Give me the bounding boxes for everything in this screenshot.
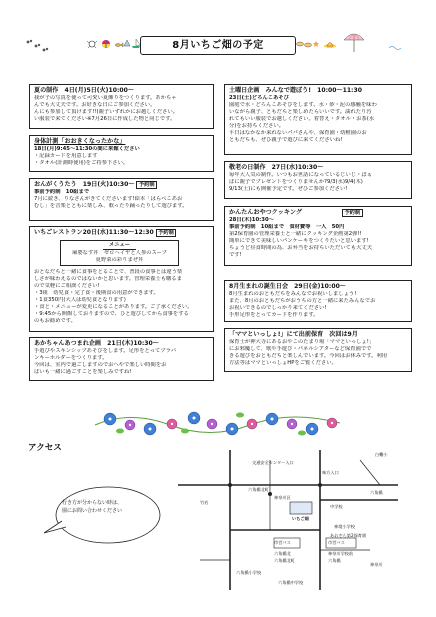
access-heading: アクセス (28, 443, 62, 453)
body-measurement-date: 18日(月)9:45～11:30の間に来館ください (34, 146, 140, 153)
outreach-notice (224, 328, 412, 372)
ichigo-building-icon (290, 502, 312, 514)
map-label: 六角橋北町 (274, 558, 295, 563)
saturday-event-sub: 23日(土)どろんこあそび (229, 95, 289, 102)
summer-craft-line: んでも大丈夫です。お好きな日にご参加ください。 (34, 102, 156, 109)
morning-glory-icon (90, 405, 350, 443)
saturday-event-notice (224, 84, 412, 155)
birthday-line: 8月生まれのおともだちをみんなでお祝いしましょう! (229, 291, 357, 298)
ant-trail-icon (27, 40, 48, 51)
baby-event-line: 手遊びやスキンシップあそびをします。足形をとってプラバ (34, 348, 177, 355)
restaurant-line: ・1食350円(大人は幼児食となります) (34, 297, 126, 304)
map-label: あおぞら第2保育園 (330, 533, 367, 538)
map-label: 六角橋小学校 (236, 570, 262, 575)
respect-aged-line: ばに親子でプレゼントをつくりませんか?9/3(水)9/4(木) (229, 179, 363, 186)
cooking-line: です! (229, 252, 242, 259)
baby-event-line: ンキーホルダーをつくります。 (34, 355, 108, 362)
birthday-notice (224, 280, 412, 322)
menu-box (60, 240, 179, 266)
summer-craft-line: んにも参加して頂けます!!(親子いずれかにお越しください。 (34, 109, 179, 115)
birthday-line: また、8月のおともだちがおうちの方と一緒に来たみんなでお (229, 298, 376, 305)
map-label: 六角橋 (328, 558, 341, 563)
summer-craft-title: 夏の制作 4日(月)5日(火)10:00～ (34, 87, 134, 94)
restaurant-line: ・食と・メニューが変更になることがあります。ご了承ください。 (34, 304, 193, 311)
body-measurement-item: ・タオル(計測時使用)をご持参下さい。 (34, 160, 129, 166)
cooking-line: 第2保育園の管理栄養士と一緒にクッキング企画第2弾!! (229, 231, 362, 238)
reservation-badge: 予約制 (156, 229, 177, 237)
restaurant-line: おとなだちと一緒に食事をとることで、普段の食事とは違う楽 (34, 269, 183, 276)
body-measurement-item: ・記録カードを用意します (34, 153, 98, 160)
music-event-notice (29, 178, 214, 221)
speech-bubble (40, 481, 164, 551)
restaurant-line: のもお勧めです。 (34, 318, 76, 325)
map-label: 白幡小 (375, 452, 388, 457)
cooking-title: かんたんおやつクッキング (229, 209, 302, 216)
speech-bubble-line: 行き方が分からない時は、 (62, 500, 123, 506)
map-label: いちご畑 (292, 516, 309, 521)
map-label: 六角橋北 (274, 551, 291, 556)
outreach-title: 「ママといっしょ!」にて出前保育 次回は9月 (229, 331, 358, 338)
signal-icon (268, 492, 272, 496)
cooking-notice (224, 206, 412, 266)
map-label: 神奈川区 (274, 495, 291, 500)
fish-icon (115, 43, 123, 47)
cooking-sub: 事前予約制 10組まで 食材費等 一人 50円 (229, 224, 345, 231)
restaurant-line: しさが味わえるのではないかと思います。管理栄養士も購るま (34, 276, 182, 283)
birthday-line: 手形足形をとってカードを作ります。 (229, 311, 319, 318)
cooking-line: 簡単にできて美味しいパンケーキをつくりたいと思います! (229, 238, 369, 245)
body-measurement-title: 身体計測「おおきくなったかな」 (34, 138, 126, 145)
music-event-title: おんがくうたう 19日(火)10:30～ (34, 181, 135, 188)
saturday-event-line: 園庭で水・どろんこあそびをします。水・砂・泥の感触を味わ (229, 102, 377, 109)
saturday-event-line: 分)をお持ちください。 (229, 122, 285, 129)
signal-icon (228, 483, 232, 487)
birthday-line: お祝いできるのでしっかり来てください! (229, 305, 327, 311)
summer-craft-line: い服装で来てください※7月26日に作成した物と同じです。 (34, 115, 176, 122)
morning-glory-decoration (90, 405, 350, 443)
outreach-line: 保育士が神大寺にあるおやこのたまり場「ママといっしょ!」 (229, 339, 375, 346)
restaurant-title: いちごレストラン20日(水)11:30～12:30 (34, 229, 154, 236)
speech-bubble-icon (40, 481, 164, 551)
shell-icon (124, 40, 130, 46)
summer-craft-line: 我が子の写真を使って可愛い夏飾りをつくります。あかちゃ (34, 95, 177, 102)
reservation-badge: 予約制 (136, 181, 157, 189)
cooking-date: 28日(木)10:30～ (229, 217, 274, 224)
body-measurement-notice (29, 135, 214, 172)
swirl-decoration-icon (389, 47, 401, 50)
music-event-line: 7月に続き、りなさんがきてくださいます!絵本「はらぺこあお (34, 196, 183, 203)
map-label: 交通安全センター入口 (252, 460, 294, 465)
baby-event-title: あかちゃんあつまれ企画 21日(木)10:30～ (34, 340, 159, 347)
map-label: 市営バス (328, 540, 345, 545)
map-label: 中学校 (330, 504, 343, 509)
outreach-line: 方法等はママといっしょHPをご覧ください。 (229, 359, 337, 366)
summer-craft-notice (29, 84, 214, 129)
respect-aged-line: 毎年大人気の制作。いつもお世話になっているじいじ・ばぁ (229, 172, 373, 179)
outreach-line: にお邪魔して、歌や手遊び・パネルシアターなど保育園でで (229, 346, 372, 353)
baby-event-line: 今回は、室内で過ごしますのでおへやで楽しい時間をお (34, 362, 167, 368)
baby-event-line: ばいも一緒に過ごすことを楽しみですね! (34, 368, 132, 375)
cooking-line: ちょうど昼食時間の為、お弁当をお持ちいただいても大丈夫 (229, 245, 373, 252)
reservation-badge: 予約制 (342, 209, 363, 217)
restaurant-notice (29, 226, 214, 332)
starfish-icon (313, 41, 319, 47)
restaurant-line: ・3組 幼児食・完了食・後期食の用意ができます。 (34, 290, 159, 297)
access-map (170, 440, 410, 590)
sailboat-icon (132, 39, 140, 48)
speech-bubble-text (62, 500, 158, 515)
respect-aged-notice (224, 161, 412, 199)
music-event-sub: 事前予約制 10組まで (34, 189, 90, 196)
map-label: 竹若 (200, 500, 209, 505)
saturday-event-line: れてもいい服装でお越しください。着替え・タオル・お茶(水 (229, 115, 375, 122)
restaurant-line: ・9:45から開館しておりますので、ひと遊びしてから食事をする (34, 311, 189, 318)
page-title: 8月いちご畑の予定 (140, 36, 296, 55)
map-label: 市営バス (274, 540, 291, 545)
sandals-icon (297, 42, 312, 47)
signal-icon (318, 483, 322, 487)
map-label: 味方入口 (322, 470, 339, 475)
saturday-event-title: 土曜日企画 みんなで遊ぼう! 10:00～11:30 (229, 87, 362, 94)
sun-hat-icon (324, 43, 336, 49)
restaurant-line: ので気軽にご相談ください! (34, 283, 100, 290)
respect-aged-line: 9/13(土)にも開催予定です。ぜひご参加ください! (229, 186, 348, 192)
respect-aged-title: 敬老の日制作 27日(水)10:30～ (229, 164, 324, 171)
outreach-line: きる遊びをおともだちと楽しんでいます。今回はお休みです。利用 (229, 353, 388, 359)
beach-ball-icon (102, 40, 110, 48)
speech-bubble-line: 園にお問い合わせください (62, 507, 123, 514)
map-label: 六角橋北町 (248, 487, 269, 492)
menu-item: 夏野菜の彩りまぜ丼 (95, 257, 144, 264)
map-label: 神奈川学校前 (328, 551, 354, 556)
map-label: 六角橋中学校 (278, 580, 304, 585)
saturday-event-line: ともだちも、ぜひ親子で遊びに来てくださいね! (229, 136, 343, 143)
baby-event-notice (29, 337, 214, 381)
music-event-line: むし」を音楽とともに楽しみ、歌ったり踊ったりして遊びます。 (34, 203, 188, 210)
map-label: 神奈川 (370, 562, 383, 567)
map-label: 六角橋 (370, 490, 383, 495)
crab-icon (87, 41, 97, 48)
map-label: 神境小学校 (334, 524, 355, 529)
saturday-event-line: いながら親子、ともだちと楽しめたらいいです。濡れたり汚 (229, 109, 372, 115)
menu-heading: メニュー (103, 242, 136, 250)
menu-item: 麻婆なす丼 ゼロヘイヤと人参のスープ (72, 250, 167, 257)
saturday-event-line: 平日はなかなか来れないパパさんや、保育園・幼稚園のお (229, 129, 367, 136)
birthday-title: 8月生まれの誕生日会 29日(金)10:00～ (229, 283, 346, 290)
beach-umbrella-icon (344, 34, 364, 52)
